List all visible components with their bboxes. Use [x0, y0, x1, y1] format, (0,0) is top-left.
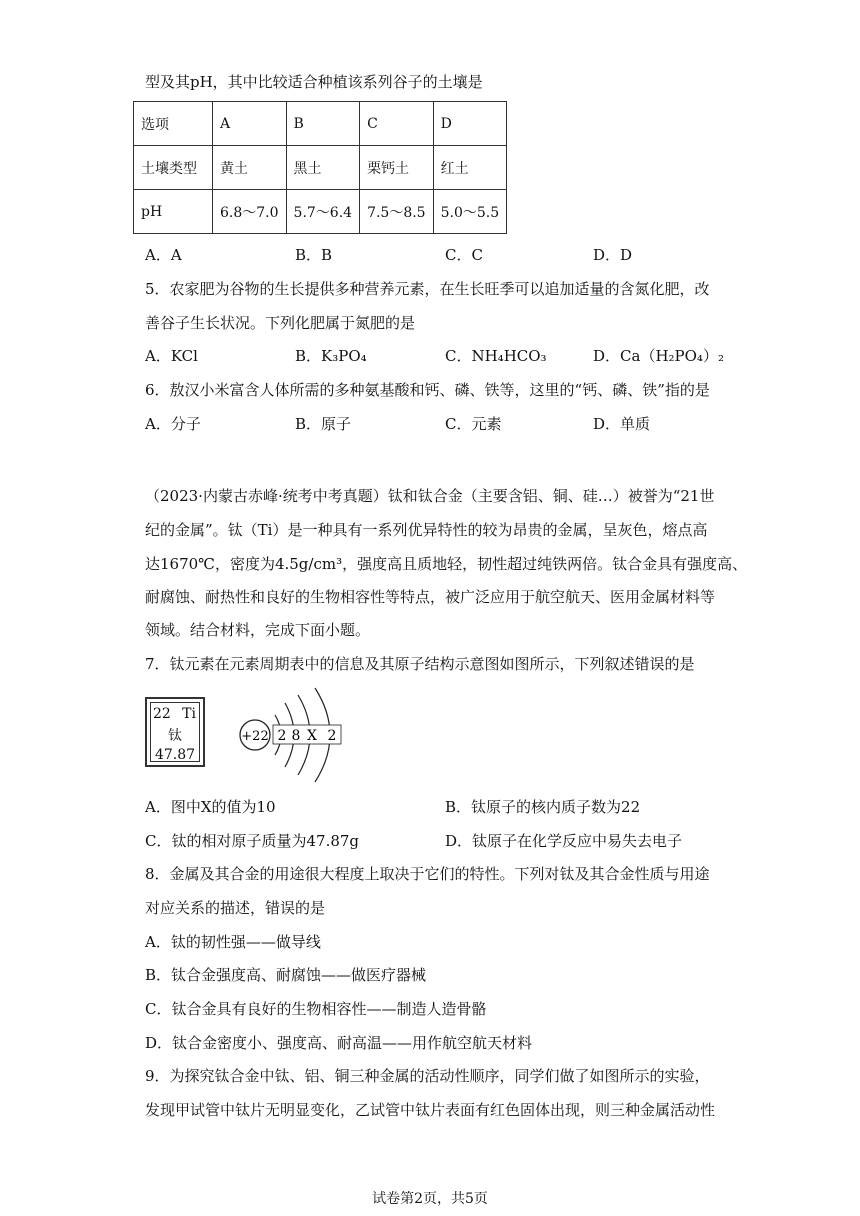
- q8-option-c[interactable]: C．钛合金具有良好的生物相容性——制造人造骨骼: [145, 1000, 487, 1018]
- q9-stem-line1: 9．为探究钛合金中钛、铝、铜三种金属的活动性顺序，同学们做了如图所示的实验，: [145, 1067, 710, 1085]
- table-cell: A: [213, 102, 287, 146]
- atomic-number: 22: [153, 706, 171, 722]
- shell-count-2: 8: [291, 728, 301, 744]
- passage-line: 耐腐蚀、耐热性和良好的生物相容性等特点，被广泛应用于航空航天、医用金属材料等: [145, 588, 716, 606]
- q7-option-d[interactable]: D．钛原子在化学反应中易失去电子: [445, 832, 683, 850]
- atomic-mass: 47.87: [154, 747, 196, 763]
- shell-count-3: X: [307, 728, 317, 744]
- nucleus-charge: +22: [241, 729, 269, 744]
- q8-stem-line1: 8．金属及其合金的用途很大程度上取决于它们的特性。下列对钛及其合金性质与用途: [145, 865, 710, 883]
- q5-option-a[interactable]: A．KCl: [145, 347, 198, 365]
- q4-option-c[interactable]: C．C: [445, 246, 483, 264]
- q8-option-d[interactable]: D．钛合金密度小、强度高、耐高温——用作航空航天材料: [145, 1034, 533, 1052]
- table-cell: C: [360, 102, 434, 146]
- passage-line: （2023·内蒙古赤峰·统考中考真题）钛和钛合金（主要含铝、铜、硅…）被誉为“21世: [145, 487, 715, 505]
- table-cell: 5.0～5.5: [433, 190, 507, 234]
- element-symbol: Ti: [182, 706, 196, 722]
- table-row: [134, 190, 507, 234]
- table-row: [134, 146, 507, 190]
- table-cell: pH: [134, 190, 213, 234]
- element-cell-inner: [150, 702, 200, 762]
- q8-option-b[interactable]: B．钛合金强度高、耐腐蚀——做医疗器械: [145, 966, 427, 984]
- atom-structure-diagram: [235, 685, 360, 785]
- q9-stem-line2: 发现甲试管中钛片无明显变化，乙试管中钛片表面有红色固体出现，则三种金属活动性: [145, 1101, 716, 1119]
- table-cell: 红土: [433, 146, 507, 190]
- q4-option-b[interactable]: B．B: [295, 246, 333, 264]
- page-footer: 试卷第2页，共5页: [372, 1191, 488, 1207]
- q5-stem-line1: 5．农家肥为谷物的生长提供多种营养元素，在生长旺季可以追加适量的含氮化肥，改: [145, 280, 710, 298]
- element-cell-titanium: [145, 697, 205, 767]
- table-row: [134, 102, 507, 146]
- q8-stem-line2: 对应关系的描述，错误的是: [145, 899, 326, 917]
- passage-line: 领域。结合材料，完成下面小题。: [145, 621, 371, 639]
- q4-stem-tail: 型及其pH，其中比较适合种植该系列谷子的土壤是: [145, 73, 483, 91]
- table-cell: D: [433, 102, 507, 146]
- table-cell: B: [286, 102, 360, 146]
- passage-line: 达1670℃，密度为4.5g/cm³，强度高且质地轻，韧性超过纯铁两倍。钛合金具有强度高、: [145, 555, 748, 573]
- shell-count-1: 2: [277, 728, 287, 744]
- q8-option-a[interactable]: A．钛的韧性强——做导线: [145, 933, 321, 951]
- q6-option-c[interactable]: C．元素: [445, 415, 502, 433]
- q4-option-d[interactable]: D．D: [593, 246, 633, 264]
- table-cell: 黑土: [286, 146, 360, 190]
- shell-count-4: 2: [327, 728, 337, 744]
- q5-option-c[interactable]: C．NH₄HCO₃: [445, 347, 547, 365]
- q7-stem: 7．钛元素在元素周期表中的信息及其原子结构示意图如图所示，下列叙述错误的是: [145, 655, 695, 673]
- q6-stem: 6．敖汉小米富含人体所需的多种氨基酸和钙、磷、铁等，这里的“钙、磷、铁”指的是: [145, 381, 710, 399]
- q5-option-b[interactable]: B．K₃PO₄: [295, 347, 367, 365]
- table-cell: 7.5～8.5: [360, 190, 434, 234]
- table-cell: 6.8～7.0: [213, 190, 287, 234]
- q7-option-c[interactable]: C．钛的相对原子质量为47.87g: [145, 832, 360, 850]
- q4-option-a[interactable]: A．A: [145, 246, 182, 264]
- q6-option-a[interactable]: A．分子: [145, 415, 201, 433]
- table-cell: 栗钙土: [360, 146, 434, 190]
- passage-line: 纪的金属”。钛（Ti）是一种具有一系列优异特性的较为昂贵的金属，呈灰色，熔点高: [145, 521, 708, 539]
- q5-stem-line2: 善谷子生长状况。下列化肥属于氮肥的是: [145, 314, 416, 332]
- table-cell: 5.7～6.4: [286, 190, 360, 234]
- table-cell: 土壤类型: [134, 146, 213, 190]
- q7-option-a[interactable]: A．图中X的值为10: [145, 798, 276, 816]
- soil-ph-table: [133, 101, 507, 234]
- q5-option-d[interactable]: D．Ca（H₂PO₄）₂: [593, 347, 724, 365]
- q6-option-d[interactable]: D．单质: [593, 415, 651, 433]
- table-cell: 选项: [134, 102, 213, 146]
- q7-option-b[interactable]: B．钛原子的核内质子数为22: [445, 798, 641, 816]
- element-name: 钛: [168, 728, 182, 744]
- table-cell: 黄土: [213, 146, 287, 190]
- q6-option-b[interactable]: B．原子: [295, 415, 352, 433]
